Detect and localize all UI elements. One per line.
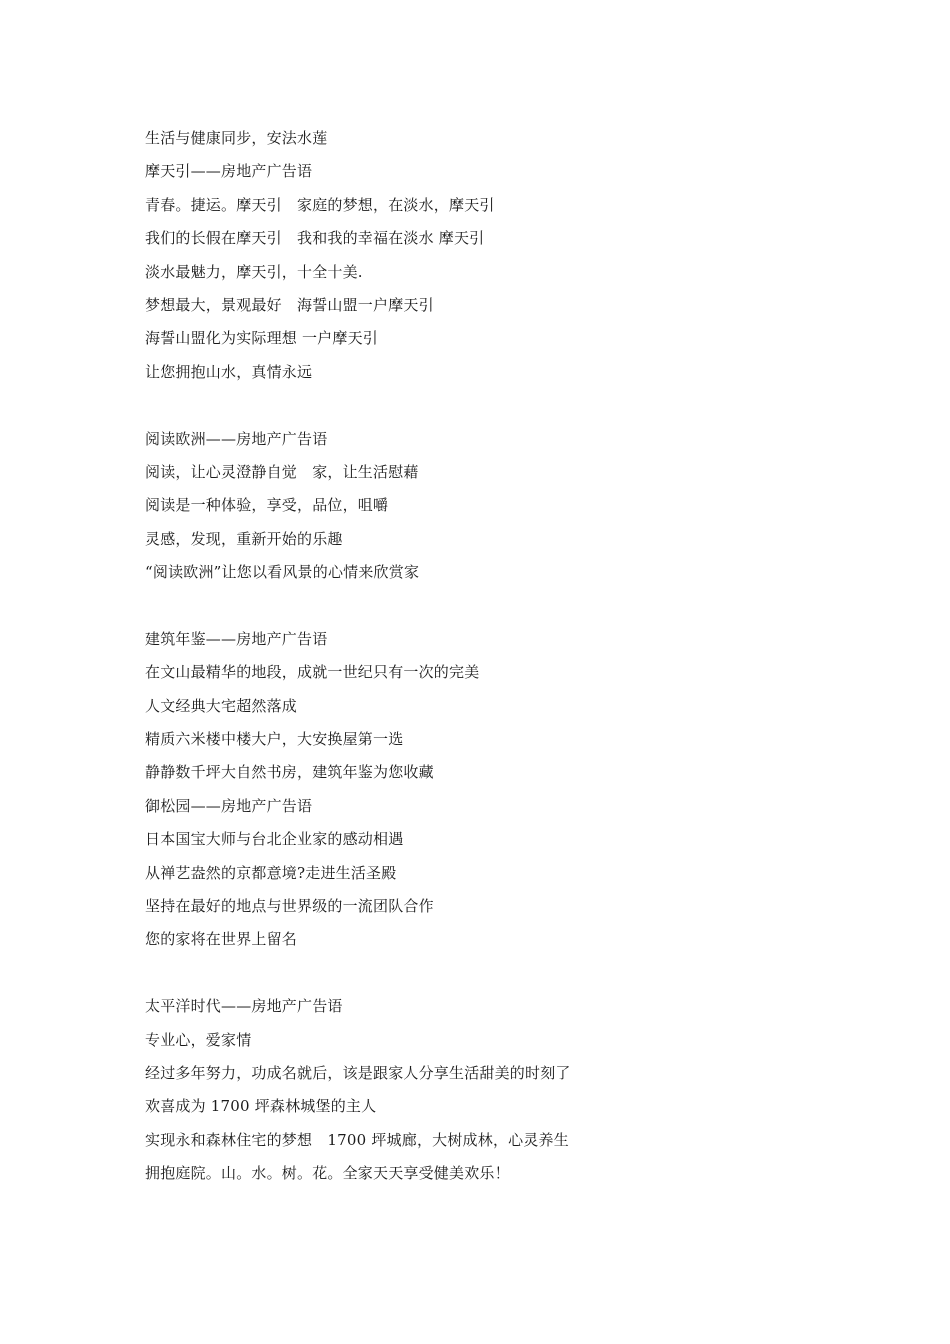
blank-line: [145, 957, 845, 990]
text-line: 坚持在最好的地点与世界级的一流团队合作: [145, 896, 434, 915]
text-line: 在文山最精华的地段，成就一世纪只有一次的完美: [145, 663, 480, 682]
blank-line: [145, 589, 845, 622]
text-line: 梦想最大，景观最好 海誓山盟一户摩天引: [145, 295, 434, 314]
text-line: 日本国宝大师与台北企业家的感动相遇: [145, 830, 404, 849]
text-line: 青春。捷运。摩天引 家庭的梦想，在淡水，摩天引: [145, 195, 495, 214]
blank-line: [145, 389, 845, 422]
text-line: 欢喜成为 1700 坪森林城堡的主人: [145, 1097, 377, 1116]
text-line: 灵感，发现，重新开始的乐趣: [145, 529, 343, 548]
section-heading: 太平洋时代——房地产广告语: [145, 997, 343, 1016]
text-line: 我们的长假在摩天引 我和我的幸福在淡水 摩天引: [145, 229, 485, 248]
text-line: 从禅艺盎然的京都意境?走进生活圣殿: [145, 863, 397, 882]
text-line: 您的家将在世界上留名: [145, 930, 298, 949]
text-line: 阅读是一种体验，享受，品位，咀嚼: [145, 496, 389, 515]
text-line: 专业心，爱家情: [145, 1030, 252, 1049]
section-heading: 摩天引——房地产广告语: [145, 162, 313, 181]
text-line: 海誓山盟化为实际理想 一户摩天引: [145, 329, 378, 348]
text-line: 静静数千坪大自然书房，建筑年鉴为您收藏: [145, 763, 434, 782]
text-line: 精质六米楼中楼大户，大安换屋第一选: [145, 730, 404, 749]
section-heading: 建筑年鉴——房地产广告语: [145, 629, 328, 648]
text-line: 人文经典大宅超然落成: [145, 696, 298, 715]
text-line: 淡水最魅力，摩天引，十全十美.: [145, 262, 363, 281]
section-heading: 御松园——房地产广告语: [145, 796, 313, 815]
document-body: [145, 122, 845, 1191]
text-line: 拥抱庭院。山。水。树。花。全家天天享受健美欢乐！: [145, 1164, 510, 1183]
text-line: 实现永和森林住宅的梦想 1700 坪城廊，大树成林，心灵养生: [145, 1130, 569, 1149]
section-heading: 阅读欧洲——房地产广告语: [145, 429, 328, 448]
text-line: 阅读，让心灵澄静自觉 家，让生活慰藉: [145, 462, 419, 481]
text-line: 生活与健康同步，安法水莲: [145, 129, 328, 147]
text-line: “阅读欧洲”让您以看风景的心情来欣赏家: [145, 563, 420, 582]
text-line: 让您拥抱山水，真情永远: [145, 362, 313, 381]
text-line: 经过多年努力，功成名就后，该是跟家人分享生活甜美的时刻了: [145, 1063, 571, 1082]
